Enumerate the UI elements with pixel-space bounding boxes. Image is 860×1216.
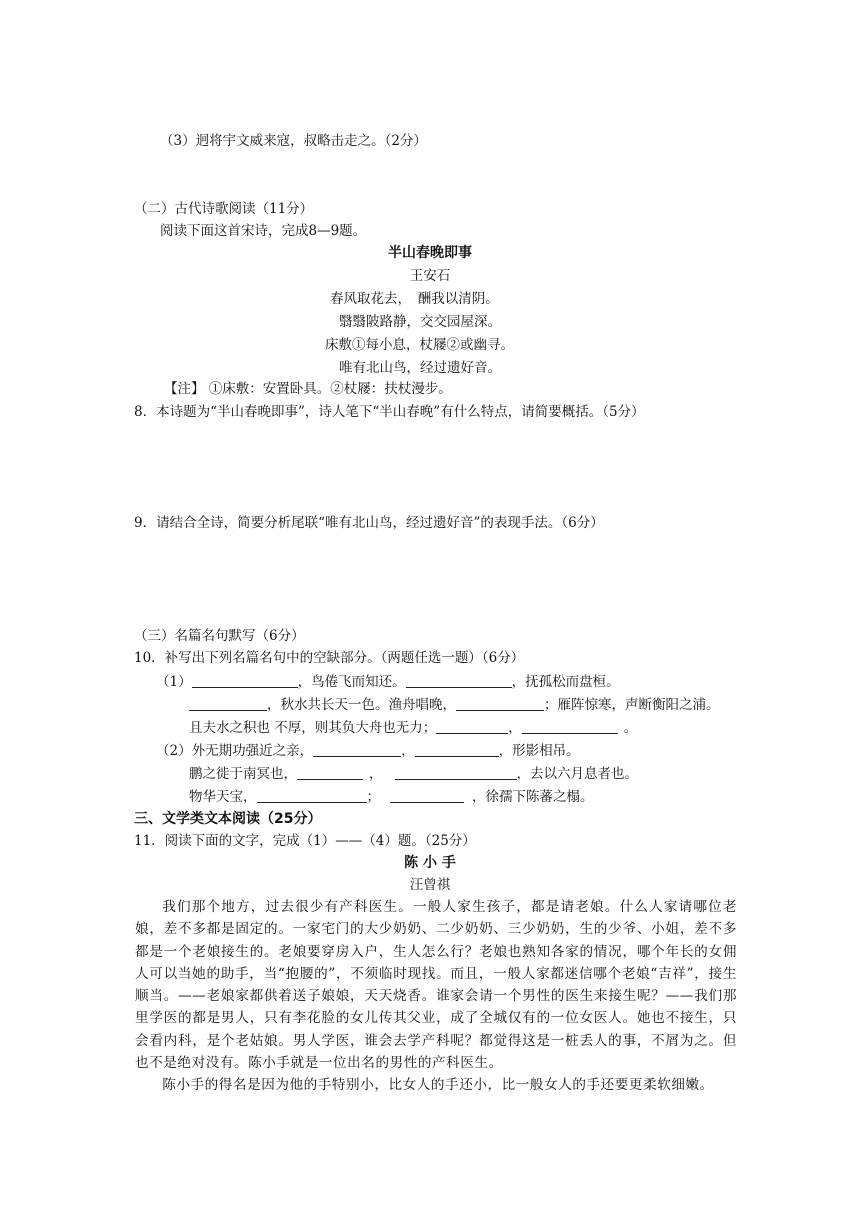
fill-line-1-3: 且夫水之积也 不厚，则其负大舟也无力； ， 。 xyxy=(189,720,638,736)
question-8: 8．本诗题为“半山春晚即事”，诗人笔下“半山春晚”有什么特点，请简要概括。（5分） xyxy=(134,404,645,420)
fill-line-2-2: 鹏之徙于南冥也， ， ，去以六月息者也。 xyxy=(189,766,638,782)
poem-line-4: 唯有北山鸟，经过遗好音。 xyxy=(339,360,501,376)
answer-blank[interactable] xyxy=(395,765,517,780)
part-heading-literature: 三、文学类文本阅读（25分） xyxy=(134,811,322,827)
question-10: 10．补写出下列名篇名句中的空缺部分。（两题任选一题）（6分） xyxy=(134,650,525,666)
answer-blank[interactable] xyxy=(192,673,298,688)
answer-blank[interactable] xyxy=(456,696,544,711)
story-paragraph-1: 我们那个地方，过去很少有产科医生。一般人家生孩子，都是请老娘。什么人家请哪位老娘，差不多都是固定的。一家宅门的大少奶奶、二少奶奶、三少奶奶，生的少爷、小姐，差不多都是一个老娘接生的。老娘要穿房入户，生人怎么行？老娘也熟知各家的情况，哪个年长的女佣人可以当她的助手，当“抱腰的”，不须临时现找。而且，一般人家都迷信哪个老娘“吉祥”，接生顺当。——老娘家都供着送子娘娘，天天烧香。谁家会请一个男性的医生来接生呢？——我们那里学医的都是男人，只有李花脸的女儿传其父业，成了全城仅有的一位女医人。她也不接生，只会看内科，是个老姑娘。男人学医，谁会去学产科呢？都觉得这是一桩丢人的事，不屑为之。但也不是绝对没有。陈小手就是一位出名的男性的产科医生。 xyxy=(135,899,737,1072)
poem-line-3: 床敷①每小息，杖屦②或幽寻。 xyxy=(325,337,514,353)
poem-line-1: 春风取花去， 酬我以清阴。 xyxy=(330,291,499,307)
answer-blank[interactable] xyxy=(406,673,512,688)
answer-blank[interactable] xyxy=(390,788,464,803)
fill-line-2-3: 物华天宝， ； ，徐孺下陈蕃之榻。 xyxy=(189,789,594,805)
poem-title: 半山春晚即事 xyxy=(388,245,472,261)
section-heading-poetry: （二）古代诗歌阅读（11分） xyxy=(134,201,314,217)
answer-blank[interactable] xyxy=(522,719,618,734)
answer-blank[interactable] xyxy=(257,788,367,803)
answer-blank[interactable] xyxy=(436,719,508,734)
section-heading-recitation: （三）名篇名句默写（6分） xyxy=(134,628,305,644)
answer-blank[interactable] xyxy=(313,742,401,757)
answer-blank[interactable] xyxy=(415,742,499,757)
fill-line-2-1: （2）外无期功强近之亲， ， ，形影相吊。 xyxy=(156,743,580,759)
poem-line-2: 翳翳陂路静，交交园屋深。 xyxy=(339,314,501,330)
question-9: 9．请结合全诗，简要分析尾联“唯有北山鸟，经过遗好音”的表现手法。（6分） xyxy=(134,515,604,531)
poem-author: 王安石 xyxy=(409,268,451,284)
question-3: （3）迥将宇文威来寇，叔略击走之。（2分） xyxy=(160,133,427,149)
story-title: 陈 小 手 xyxy=(404,855,456,871)
answer-blank[interactable] xyxy=(297,765,363,780)
story-paragraph-2: 陈小手的得名是因为他的手特别小，比女人的手还小，比一般女人的手还要更柔软细嫩。 xyxy=(162,1077,714,1094)
fill-line-1-2: ，秋水共长天一色。渔舟唱晚， ；雁阵惊寒，声断衡阳之浦。 xyxy=(189,696,720,714)
poem-note: 【注】 ①床敷：安置卧具。②杖屦：扶杖漫步。 xyxy=(164,381,452,397)
story-body xyxy=(135,896,737,1097)
fill-line-1-1: （1） ，鸟倦飞而知还。 ，抚孤松而盘桓。 xyxy=(156,674,620,690)
answer-blank[interactable] xyxy=(189,696,267,711)
poetry-intro: 阅读下面这首宋诗，完成8—9题。 xyxy=(160,223,367,239)
story-author: 汪曾祺 xyxy=(409,877,451,893)
question-11: 11．阅读下面的文字，完成（1）——（4）题。（25分） xyxy=(134,833,476,849)
